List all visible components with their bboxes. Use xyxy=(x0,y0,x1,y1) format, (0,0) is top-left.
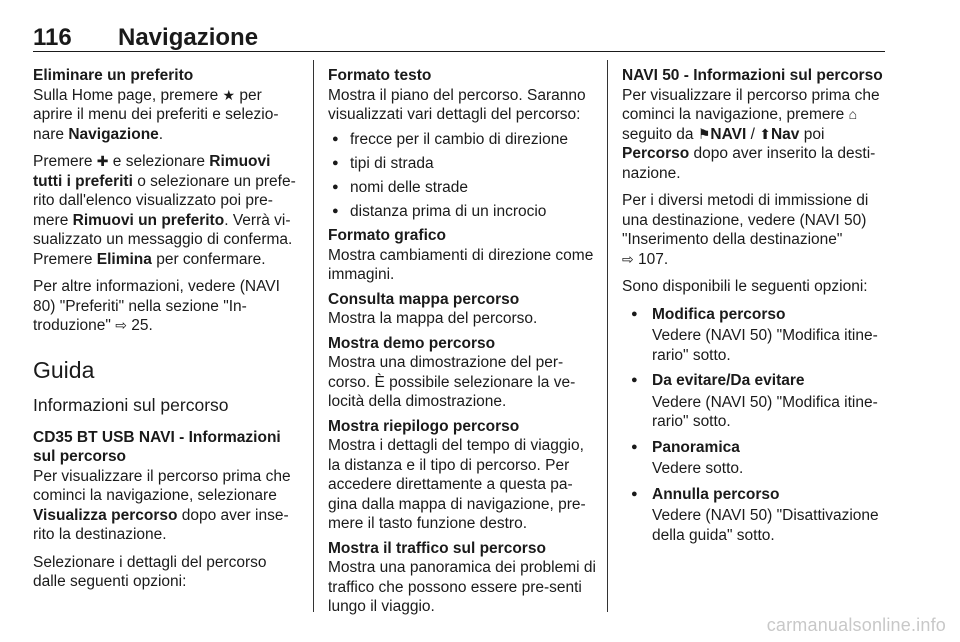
text: . Verrà vi-sualizzato un messaggio di conferma. Premere xyxy=(33,211,293,268)
heading-traffico: Mostra il traffico sul percorso xyxy=(328,539,546,557)
text: 25. xyxy=(126,317,153,334)
bold-term: Rimuovi tutti i preferiti xyxy=(33,153,271,190)
heading-formato-testo: Formato testo xyxy=(328,67,432,84)
paragraph xyxy=(33,277,301,336)
text: Per i diversi metodi di immissione di una destinazione, vedere (NAVI 50) "Inserimento della destinazione" xyxy=(622,192,869,248)
text: . xyxy=(158,125,164,143)
option-description: Vedere sotto. xyxy=(652,460,744,477)
column-right xyxy=(622,66,890,551)
page-number: 116 xyxy=(33,24,72,51)
page-title: Navigazione xyxy=(118,24,259,51)
plus-icon: ✚ xyxy=(96,153,109,169)
column-divider xyxy=(607,60,608,612)
text: / xyxy=(746,125,760,143)
options-list xyxy=(622,305,890,546)
list-item: ● nomi delle strade xyxy=(328,178,596,198)
page-header xyxy=(33,24,885,54)
text: seguito da xyxy=(622,125,698,143)
option-label: ● Da evitare/Da evitare xyxy=(652,372,805,389)
paragraph xyxy=(622,191,890,269)
option-label: ● Annulla percorso xyxy=(652,485,780,503)
text: per aprire il menu dei preferiti e selezio-nare xyxy=(33,86,279,143)
text: poi xyxy=(799,125,825,143)
text: e selezionare xyxy=(108,153,210,170)
paragraph: Selezionare i dettagli del percorso dalle seguenti opzioni: xyxy=(33,553,267,590)
paragraph: Sono disponibili le seguenti opzioni: xyxy=(622,278,868,295)
watermark: carmanualsonline.info xyxy=(766,615,946,635)
text: Per visualizzare il percorso prima che cominci la navigazione, premere xyxy=(622,86,880,123)
heading-eliminare-preferito: Eliminare un preferito xyxy=(33,67,194,84)
bold-term: Visualizza percorso xyxy=(33,506,178,524)
description: Mostra il piano del percorso. Saranno visualizzati vari dettagli del percorso: xyxy=(328,86,586,123)
option-description: Vedere (NAVI 50) "Modifica itine-rario" sotto. xyxy=(652,327,878,364)
description: Mostra una panoramica dei problemi di traffico che possono essere pre-senti lungo il viaggio. xyxy=(328,559,596,615)
bold-term: Nav xyxy=(770,125,800,143)
option-description: Vedere (NAVI 50) "Modifica itine-rario" sotto. xyxy=(652,393,878,430)
heading-riepilogo-percorso: Mostra riepilogo percorso xyxy=(328,417,520,435)
heading-navi50: NAVI 50 - Informazioni sul percorso xyxy=(622,67,883,84)
description: Mostra una dimostrazione del per-corso. È possibile selezionare la ve-locità della dimostrazione. xyxy=(328,354,576,410)
flag-icon: ⚑ xyxy=(697,125,711,142)
navigation-arrow-icon: ⬆ xyxy=(759,125,771,142)
paragraph xyxy=(622,86,890,184)
text: dopo aver inserito la desti-nazione. xyxy=(622,145,876,182)
star-icon: ★ xyxy=(222,86,236,103)
text: Per visualizzare il percorso prima che cominci la navigazione, selezionare xyxy=(33,467,291,504)
option-label: ● Modifica percorso xyxy=(652,305,786,323)
paragraph xyxy=(33,152,301,269)
paragraph xyxy=(33,86,301,145)
heading-demo-percorso: Mostra demo percorso xyxy=(328,334,496,352)
column-divider xyxy=(313,60,314,612)
option-label: ● Panoramica xyxy=(652,438,740,456)
option-description: Vedere (NAVI 50) "Disattivazione della guida" sotto. xyxy=(652,507,879,544)
text: Per altre informazioni, vedere (NAVI 80) "Preferiti" nella sezione "In-troduzione" xyxy=(33,278,280,334)
list-item: ● distanza prima di un incrocio xyxy=(328,202,596,222)
description: Mostra cambiamenti di direzione come immagini. xyxy=(328,246,594,283)
list-item: ● tipi di strada xyxy=(328,154,596,174)
column-middle xyxy=(328,66,596,622)
description: Mostra i dettagli del tempo di viaggio, la distanza e il tipo di percorso. Per accedere direttamente a questa pa-gina dalla mappa di navigazione, pre-mere il tasto funzione destro. xyxy=(328,437,586,532)
text: 107. xyxy=(633,250,669,268)
text: o selezionare un prefe-rito dall'elenco visualizzato poi pre-mere xyxy=(33,172,296,229)
bold-term: NAVI xyxy=(710,125,747,143)
heading-formato-grafico: Formato grafico xyxy=(328,227,446,244)
header-divider xyxy=(33,51,885,52)
section-title: Guida xyxy=(33,356,95,383)
bold-term: Rimuovi un preferito xyxy=(72,211,225,229)
column-left xyxy=(33,66,301,600)
bold-term: Elimina xyxy=(96,250,152,268)
text: per confermare. xyxy=(151,250,266,268)
bullet-list xyxy=(328,130,596,222)
description: Mostra la mappa del percorso. xyxy=(328,310,538,327)
page-reference-icon: ⇨ xyxy=(115,317,127,333)
page-reference-icon: ⇨ xyxy=(622,250,634,267)
heading-cd35: CD35 BT USB NAVI - Informazioni sul percorso xyxy=(33,428,281,465)
list-item xyxy=(622,305,890,366)
text: dopo aver inse-rito la destinazione. xyxy=(33,506,289,543)
list-item xyxy=(622,485,890,546)
paragraph xyxy=(33,467,301,545)
subsection-title: Informazioni sul percorso xyxy=(33,394,229,415)
list-item xyxy=(622,438,890,479)
list-item xyxy=(622,371,890,432)
heading-consulta-mappa: Consulta mappa percorso xyxy=(328,290,520,308)
home-icon: ⌂ xyxy=(848,106,858,122)
list-item: ● frecce per il cambio di direzione xyxy=(328,130,596,150)
bold-term: Navigazione xyxy=(68,125,159,143)
text: Premere xyxy=(33,153,97,170)
text: Sulla Home page, premere xyxy=(33,86,223,104)
bold-term: Percorso xyxy=(622,145,690,162)
